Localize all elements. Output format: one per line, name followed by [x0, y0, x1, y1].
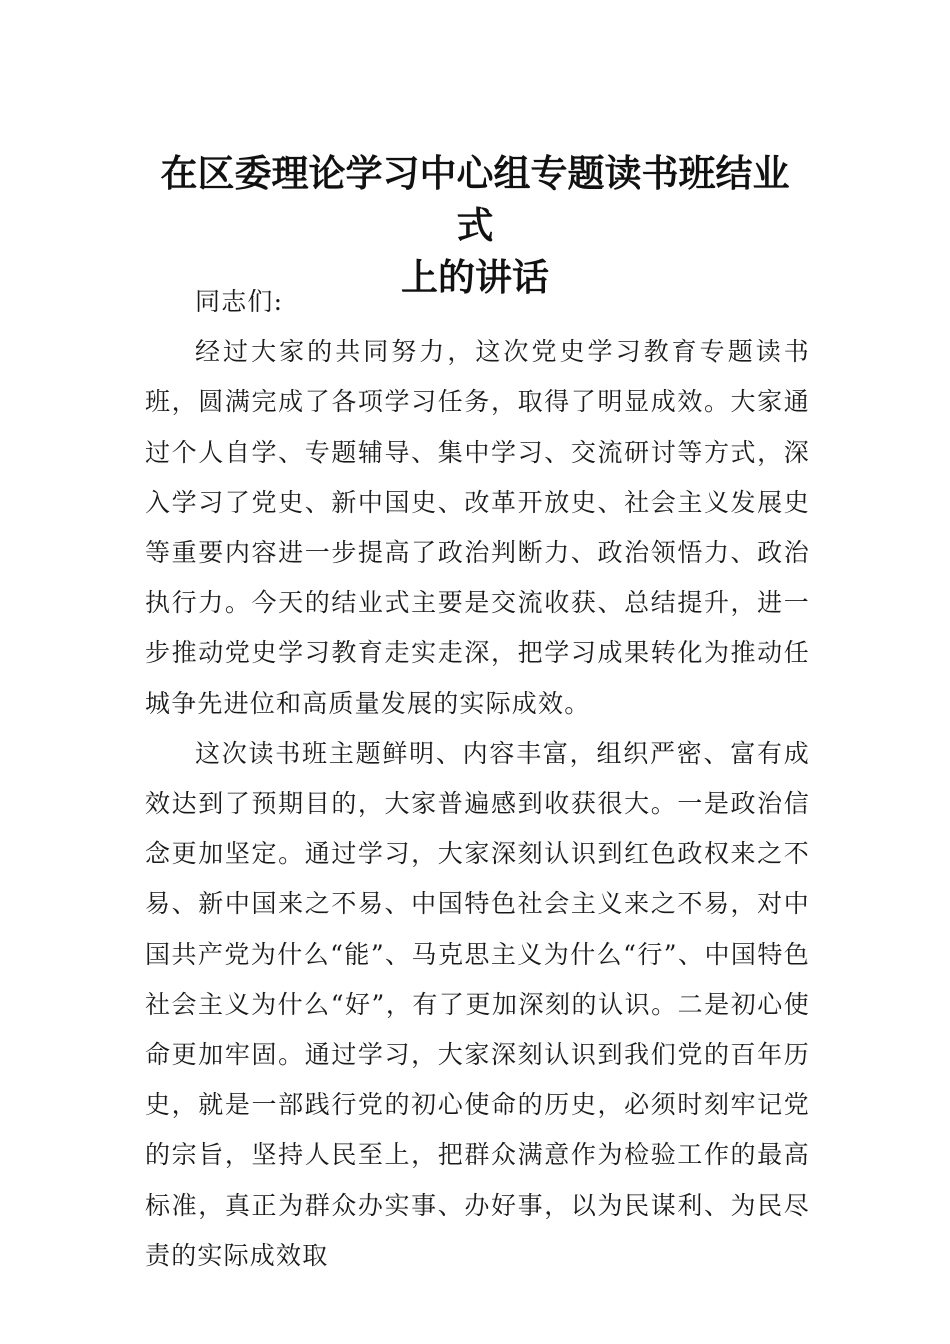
paragraph-2: 这次读书班主题鲜明、内容丰富，组织严密、富有成效达到了预期目的，大家普遍感到收获很大。一是政治信念更加坚定。通过学习，大家深刻认识到红色政权来之不易、新中国来之不易、中国特色社会主义来之不易，对中国共产党为什么“能”、马克思主义为什么“行”、中国特色社会主义为什么“好”，有了更加深刻的认识。二是初心使命更加牢固。通过学习，大家深刻认识到我们党的百年历史，就是一部践行党的初心使命的历史，必须时刻牢记党的宗旨，坚持人民至上，把群众满意作为检验工作的最高标准，真正为群众办实事、办好事，以为民谋利、为民尽责的实际成效取	[145, 738, 810, 1270]
salutation: 同志们:	[195, 287, 284, 316]
title-line-1: 在区委理论学习中心组专题读书班结业式	[160, 152, 790, 247]
document-body	[145, 277, 810, 1281]
title-line-2: 上的讲话	[401, 256, 549, 299]
paragraph-1: 经过大家的共同努力，这次党史学习教育专题读书班，圆满完成了各项学习任务，取得了明显成效。大家通过个人自学、专题辅导、集中学习、交流研讨等方式，深入学习了党史、新中国史、改革开放史、社会主义发展史等重要内容进一步提高了政治判断力、政治领悟力、政治执行力。今天的结业式主要是交流收获、总结提升，进一步推动党史学习教育走实走深，把学习成果转化为推动任城争先进位和高质量发展的实际成效。	[145, 337, 810, 718]
